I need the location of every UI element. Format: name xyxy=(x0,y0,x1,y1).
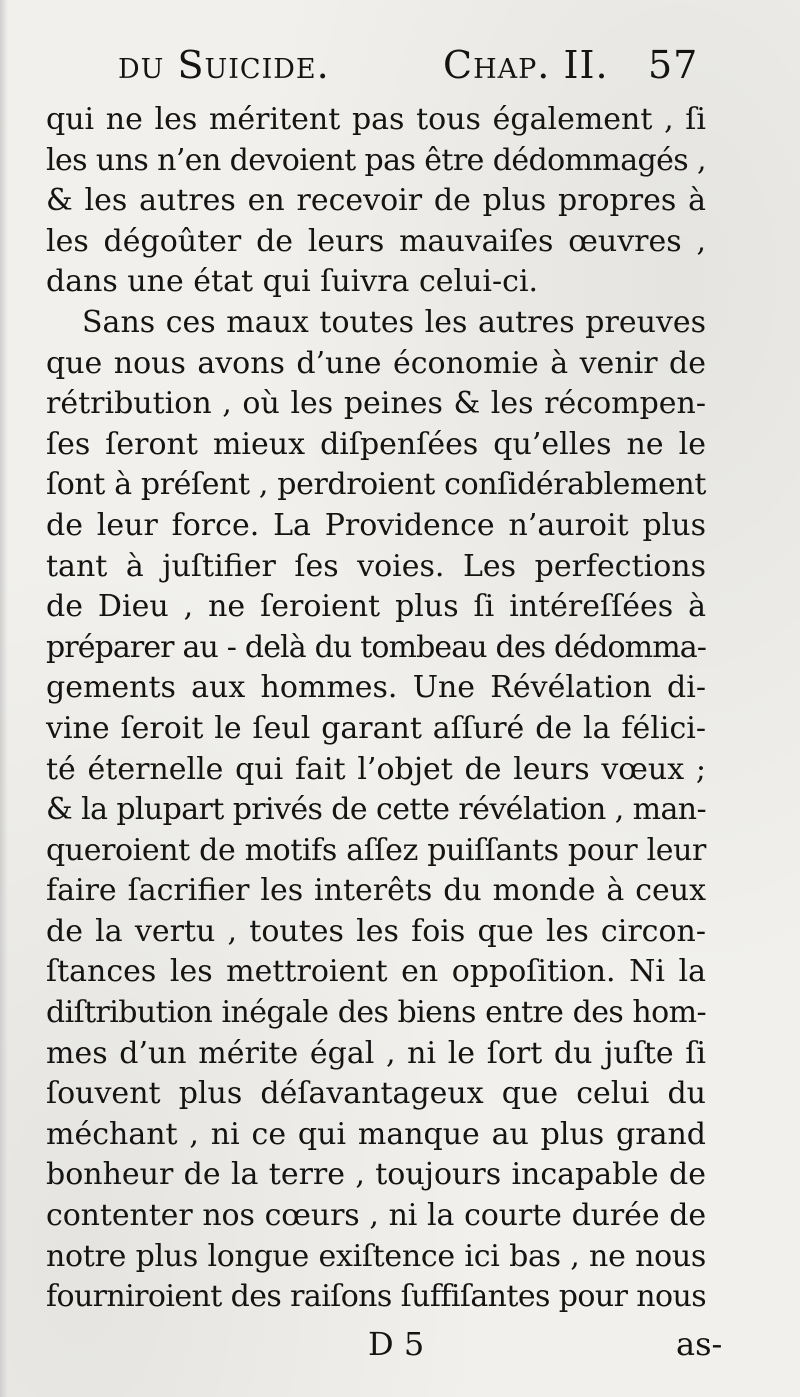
text-line: notre plus longue exiſtence ici bas , ne nous xyxy=(46,1238,706,1274)
text-line: mes d’un mérite égal , ni le ſort du juſte ſi xyxy=(46,1035,706,1071)
running-head-title: du Suicide. xyxy=(118,43,330,87)
text-line: ſont à préſent , perdroient conſidérablement xyxy=(46,467,706,503)
text-line: té éternelle qui fait l’objet de leurs vœux ; xyxy=(46,751,706,787)
body-text xyxy=(46,100,706,1318)
text-line: contenter nos cœurs , ni la courte durée de xyxy=(46,1198,706,1234)
text-line: ſouvent plus déſavantageux que celui du xyxy=(46,1076,706,1112)
text-line: ſes ſeront mieux diſpenſées qu’elles ne le xyxy=(46,426,706,462)
page-edge-shadow xyxy=(0,0,8,1397)
text-line: bonheur de la terre , toujours incapable de xyxy=(46,1157,706,1193)
text-line: rétribution , où les peines & les récompen- xyxy=(46,386,706,422)
text-line: de la vertu , toutes les fois que les circon- xyxy=(46,913,706,949)
text-line: gements aux hommes. Une Révélation di- xyxy=(46,670,706,706)
text-line: fourniroient des raiſons ſuffiſantes pour nous xyxy=(46,1279,706,1315)
running-head-chapter: Chap. II. xyxy=(443,43,609,87)
text-line: dans une état qui ſuivra celui-ci. xyxy=(46,264,539,300)
page-number: 57 xyxy=(648,43,699,87)
text-line: faire ſacrifier les interêts du monde à ceux xyxy=(46,873,706,909)
paragraph-start-line: Sans ces maux toutes les autres preuves xyxy=(82,304,706,340)
text-line: qui ne les méritent pas tous également , ſi xyxy=(46,102,706,137)
text-line: & la plupart privés de cette révélation , man- xyxy=(46,792,706,828)
text-line: diſtribution inégale des biens entre des hom- xyxy=(46,995,706,1031)
text-line: tant à juſtifier ſes voies. Les perfections xyxy=(46,548,706,584)
page-footer xyxy=(0,1322,800,1366)
signature-mark: D 5 xyxy=(368,1325,425,1363)
running-head xyxy=(118,40,708,90)
text-line: & les autres en recevoir de plus propres à xyxy=(46,183,706,219)
text-line: les uns n’en devoient pas être dédommagés , xyxy=(46,142,706,178)
text-line: les dégoûter de leurs mauvaiſes œuvres , xyxy=(46,223,706,259)
text-line: de leur force. La Providence n’auroit plus xyxy=(46,507,706,543)
text-line: vine ſeroit le ſeul garant aſſuré de la félici- xyxy=(46,710,706,746)
catchword: as- xyxy=(676,1325,723,1363)
text-line: préparer au - delà du tombeau des dédomma- xyxy=(46,629,706,665)
text-line: que nous avons d’une économie à venir de xyxy=(46,345,706,381)
text-line: ſtances les mettroient en oppoſition. Ni la xyxy=(46,954,706,990)
text-line: de Dieu , ne ſeroient plus ſi intéreſſées à xyxy=(46,589,706,625)
text-line: méchant , ni ce qui manque au plus grand xyxy=(46,1116,706,1152)
text-line: queroient de motifs aſſez puiſſants pour leur xyxy=(46,832,706,868)
